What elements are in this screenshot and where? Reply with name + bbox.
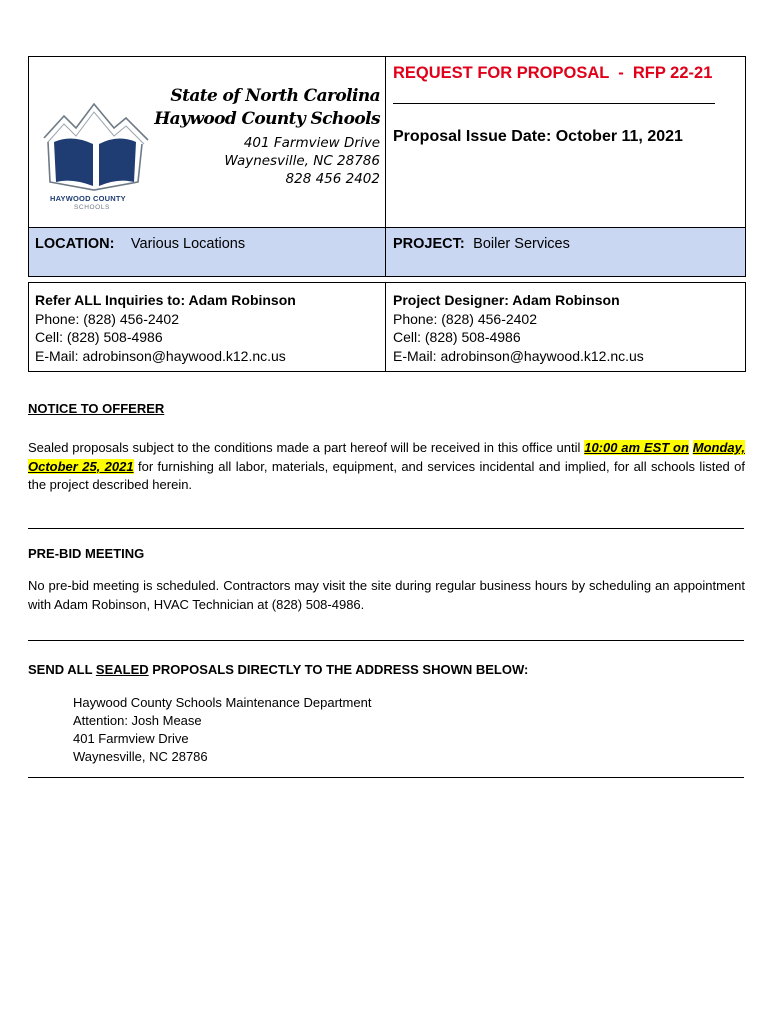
inquiries-cell: Cell: (828) 508-4986 [35, 329, 163, 345]
notice-text-before: Sealed proposals subject to the conditions made a part hereof will be received in this office until [28, 440, 585, 455]
designer-heading: Project Designer: Adam Robinson [393, 292, 620, 308]
notice-paragraph [28, 439, 745, 495]
send-heading-after: PROPOSALS DIRECTLY TO THE ADDRESS SHOWN BELOW: [148, 662, 529, 677]
separator-3 [28, 777, 744, 778]
send-heading-sealed: SEALED [95, 662, 149, 677]
project-field [393, 235, 570, 253]
org-address [160, 134, 380, 188]
deadline-time: 10:00 am EST on [584, 440, 689, 455]
send-heading [28, 662, 528, 677]
header-divider [385, 56, 386, 228]
location-divider [385, 227, 386, 277]
rfp-title-rule [393, 103, 715, 104]
send-heading-before: SEND ALL [28, 662, 96, 677]
prebid-paragraph: No pre-bid meeting is scheduled. Contractors may visit the site during regular business hours by scheduling an appointment with Adam Robinson, HVAC Technician at (828) 508-4986. [28, 578, 745, 612]
project-value: Boiler Services [473, 236, 570, 252]
inquiries-heading: Refer ALL Inquiries to: Adam Robinson [35, 292, 296, 308]
prebid-heading: PRE-BID MEETING [28, 546, 145, 561]
location-value: Various Locations [130, 236, 246, 252]
designer-phone: Phone: (828) 456-2402 [393, 310, 537, 327]
separator-1 [28, 528, 744, 529]
location-field [35, 235, 245, 253]
address-street: 401 Farmview Drive [243, 135, 380, 151]
location-label: LOCATION: [35, 236, 115, 252]
mailing-address-line2: Attention: Josh Mease [73, 713, 202, 728]
mailing-address [73, 694, 371, 766]
contacts-divider [385, 282, 386, 372]
notice-heading: NOTICE TO OFFERER [28, 401, 165, 416]
designer-cell: Cell: (828) 508-4986 [393, 329, 521, 345]
mailing-address-line3: 401 Farmview Drive [73, 731, 189, 746]
inquiries-contact [35, 291, 296, 365]
designer-email[interactable]: E-Mail: adrobinson@haywood.k12.nc.us [393, 347, 644, 364]
notice-text-after: for furnishing all labor, materials, equipment, and services incidental and implied, for all schools listed of the project described herein. [28, 458, 745, 492]
project-label: PROJECT: [393, 236, 465, 252]
deadline-date: Monday, October 25, 2021 [28, 440, 745, 474]
mailing-address-line1: Haywood County Schools Maintenance Department [73, 695, 372, 710]
address-city: Waynesville, NC 28786 [224, 153, 380, 169]
designer-contact [393, 291, 644, 365]
proposal-issue-date: Proposal Issue Date: October 11, 2021 [393, 128, 683, 145]
rfp-title: REQUEST FOR PROPOSAL - RFP 22-21 [393, 64, 713, 82]
inquiries-phone: Phone: (828) 456-2402 [35, 310, 179, 327]
mailing-address-line4: Waynesville, NC 28786 [73, 749, 208, 764]
org-school-name: Haywood County Schools [154, 109, 380, 129]
logo-text-line1: HAYWOOD COUNTY [50, 194, 126, 203]
inquiries-email[interactable]: E-Mail: adrobinson@haywood.k12.nc.us [35, 347, 286, 364]
address-phone: 828 456 2402 [285, 171, 380, 187]
separator-2 [28, 640, 744, 641]
org-state-name: State of North Carolina [170, 86, 380, 106]
logo-text-line2: SCHOOLS [74, 204, 110, 211]
